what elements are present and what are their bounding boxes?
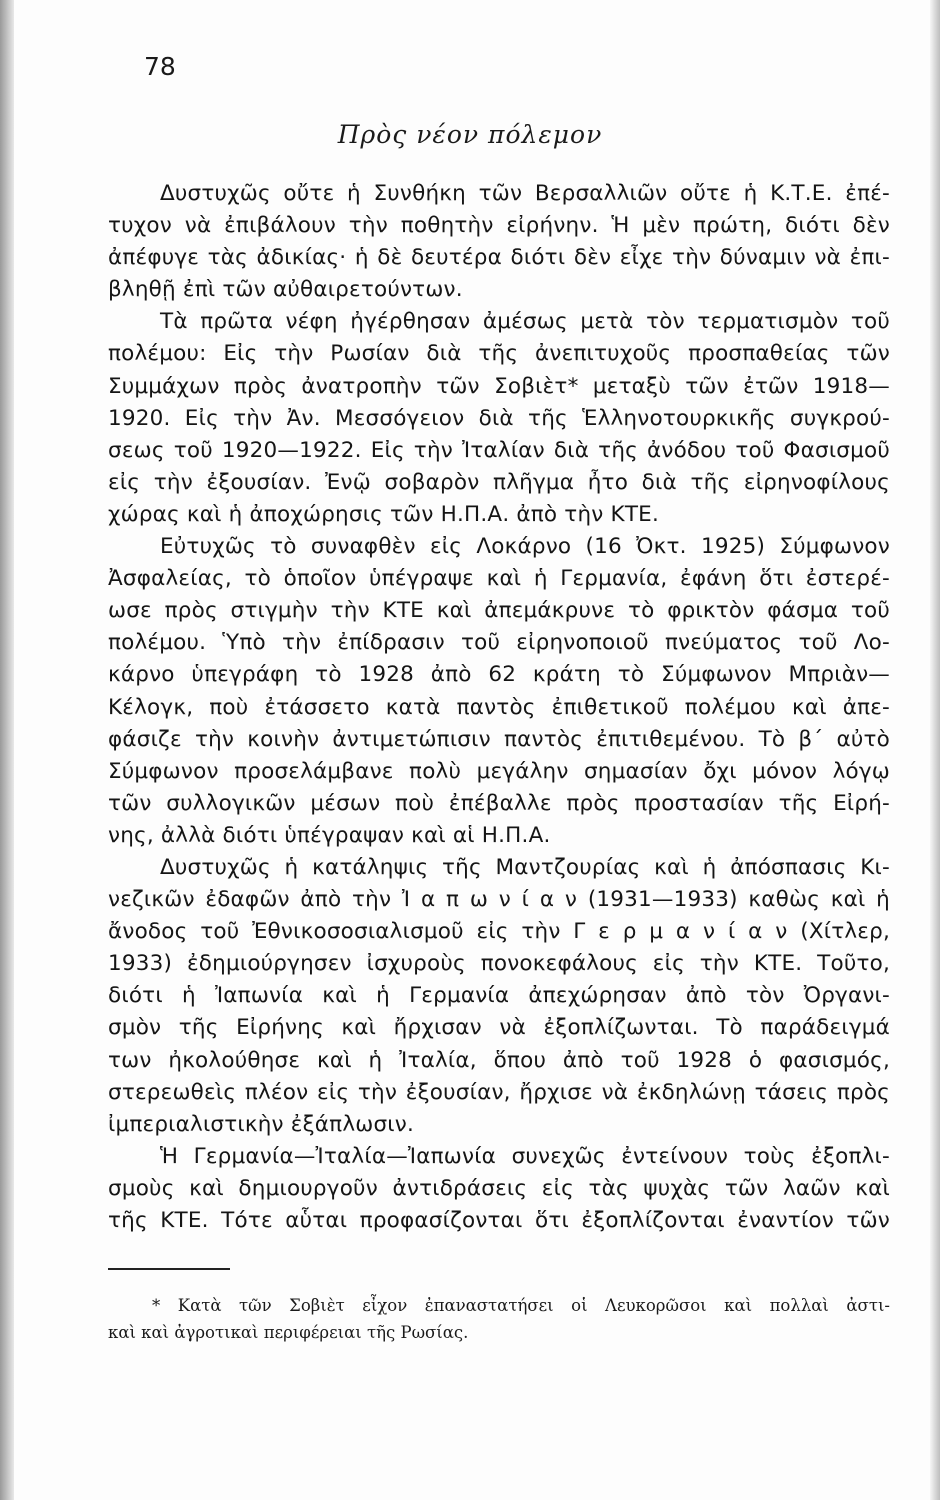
text-line: τῆς ΚΤΕ. Τότε αὗται προφασίζονται ὅτι ἐξοπλίζονται ἐναντίον τῶν (108, 1208, 890, 1233)
text-line: ἀπέφυγε τὰς ἀδικίας· ἡ δὲ δευτέρα διότι δὲν εἶχε τὴν δύναμιν νὰ ἐπι- (108, 245, 890, 271)
text-line: Κέλογκ, ποὺ ἐτάσσετο κατὰ παντὸς ἐπιθετικοῦ πολέμου καὶ ἀπε- (108, 694, 890, 720)
text-line: στερεωθεὶς πλέον εἰς τὴν ἐξουσίαν, ἤρχισε νὰ ἐκδηλώνῃ τάσεις πρὸς (108, 1079, 890, 1105)
footnote-line: καὶ καὶ ἀγροτικαὶ περιφέρειαι τῆς Ρωσίας. (108, 1323, 469, 1342)
text-line: 1920. Εἰς τὴν Ἀν. Μεσσόγειον διὰ τῆς Ἑλληνοτουρκικῆς συγκρού- (108, 405, 890, 431)
text-line: 1933) ἐδημιούργησεν ἰσχυροὺς πονοκεφάλους εἰς τὴν ΚΤΕ. Τοῦτο, (108, 951, 890, 977)
text-line: χώρας καὶ ἡ ἀποχώρησις τῶν Η.Π.Α. ἀπὸ τὴν ΚΤΕ. (108, 501, 659, 527)
text-line: νης, ἀλλὰ διότι ὑπέγραψαν καὶ αἱ Η.Π.Α. (108, 822, 551, 848)
text-line: Τὰ πρῶτα νέφη ἠγέρθησαν ἀμέσως μετὰ τὸν τερματισμὸν τοῦ (160, 309, 890, 335)
page-gutter-shadow (0, 0, 14, 1500)
text-line: σμοὺς καὶ δημιουργοῦν ἀντιδράσεις εἰς τὰς ψυχὰς τῶν λαῶν καὶ (108, 1175, 890, 1201)
text-line: διότι ἡ Ἰαπωνία καὶ ἡ Γερμανία ἀπεχώρησαν ἀπὸ τὸν Ὀργανι- (108, 983, 890, 1009)
text-line: Ἡ Γερμανία—Ἰταλία—Ἰαπωνία συνεχῶς ἐντείνουν τοὺς ἐξοπλι- (160, 1143, 890, 1169)
text-line: Δυστυχῶς οὔτε ἡ Συνθήκη τῶν Βερσαλλιῶν οὔτε ἡ Κ.Τ.Ε. ἐπέ- (160, 181, 890, 206)
text-line: πολέμου: Εἰς τὴν Ρωσίαν διὰ τῆς ἀνεπιτυχοῦς προσπαθείας τῶν (108, 341, 890, 367)
body-text (108, 178, 890, 1237)
text-line: κάρνο ὑπεγράφη τὸ 1928 ἀπὸ 62 κράτη τὸ Σύμφωνον Μπριὰν— (108, 662, 890, 688)
footnote (108, 1292, 890, 1346)
text-line: Εὐτυχῶς τὸ συναφθὲν εἰς Λοκάρνο (16 Ὀκτ. 1925) Σύμφωνον (160, 534, 890, 560)
text-line: τυχον νὰ ἐπιβάλουν τὴν ποθητὴν εἰρήνην. Ἡ μὲν πρώτη, διότι δὲν (108, 213, 890, 239)
text-line: Σύμφωνον προσελάμβανε πολὺ μεγάλην σημασίαν ὄχι μόνον λόγῳ (108, 758, 890, 784)
text-line: σεως τοῦ 1920—1922. Εἰς τὴν Ἰταλίαν διὰ τῆς ἀνόδου τοῦ Φασισμοῦ (108, 437, 890, 463)
text-line: πολέμου. Ὑπὸ τὴν ἐπίδρασιν τοῦ εἰρηνοποιοῦ πνεύματος τοῦ Λο- (108, 630, 890, 656)
text-line: ἄνοδος τοῦ Ἐθνικοσοσιαλισμοῦ εἰς τὴν Γ ε ρ μ α ν ί α ν (Χίτλερ, (108, 919, 890, 945)
text-line: εἰς τὴν ἐξουσίαν. Ἐνῷ σοβαρὸν πλῆγμα ἦτο διὰ τῆς εἰρηνοφίλους (108, 469, 890, 495)
page-edge-shadow (930, 0, 940, 1500)
text-line: νεζικῶν ἐδαφῶν ἀπὸ τὴν Ἰ α π ω ν ί α ν (1931—1933) καθὼς καὶ ἡ (108, 887, 890, 913)
text-line: φάσιζε τὴν κοινὴν ἀντιμετώπισιν παντὸς ἐπιτιθεμένου. Τὸ β΄ αὐτὸ (108, 726, 890, 752)
text-line: Συμμάχων πρὸς ἀνατροπὴν τῶν Σοβιὲτ* μεταξὺ τῶν ἐτῶν 1918— (108, 373, 890, 399)
footnote-line: * Κατὰ τῶν Σοβιὲτ εἶχον ἐπαναστατήσει οἱ Λευκορῶσοι καὶ πολλαὶ ἀστι- (152, 1296, 890, 1315)
text-line: σμὸν τῆς Εἰρήνης καὶ ἤρχισαν νὰ ἐξοπλίζωνται. Τὸ παράδειγμά (108, 1015, 890, 1041)
text-line: τῶν συλλογικῶν μέσων ποὺ ἐπέβαλλε πρὸς προστασίαν τῆς Εἰρή- (108, 790, 890, 816)
section-heading: Πρὸς νέον πόλεμον (337, 120, 603, 149)
text-line: Ἀσφαλείας, τὸ ὁποῖον ὑπέγραψε καὶ ἡ Γερμανία, ἐφάνη ὅτι ἐστερέ- (108, 566, 890, 592)
text-line: Δυστυχῶς ἡ κατάληψις τῆς Μαντζουρίας καὶ ἡ ἀπόσπασις Κι- (160, 854, 890, 880)
text-line: ωσε πρὸς στιγμὴν τὴν ΚΤΕ καὶ ἀπεμάκρυνε τὸ φρικτὸν φάσμα τοῦ (108, 598, 890, 624)
text-line: ἰμπεριαλιστικὴν ἐξάπλωσιν. (108, 1111, 415, 1137)
footnote-divider (108, 1268, 230, 1270)
text-line: των ἠκολούθησε καὶ ἡ Ἰταλία, ὅπου ἀπὸ τοῦ 1928 ὁ φασισμός, (108, 1047, 890, 1073)
text-line: βληθῇ ἐπὶ τῶν αὐθαιρετούντων. (108, 277, 463, 303)
page-number: 78 (144, 52, 176, 81)
